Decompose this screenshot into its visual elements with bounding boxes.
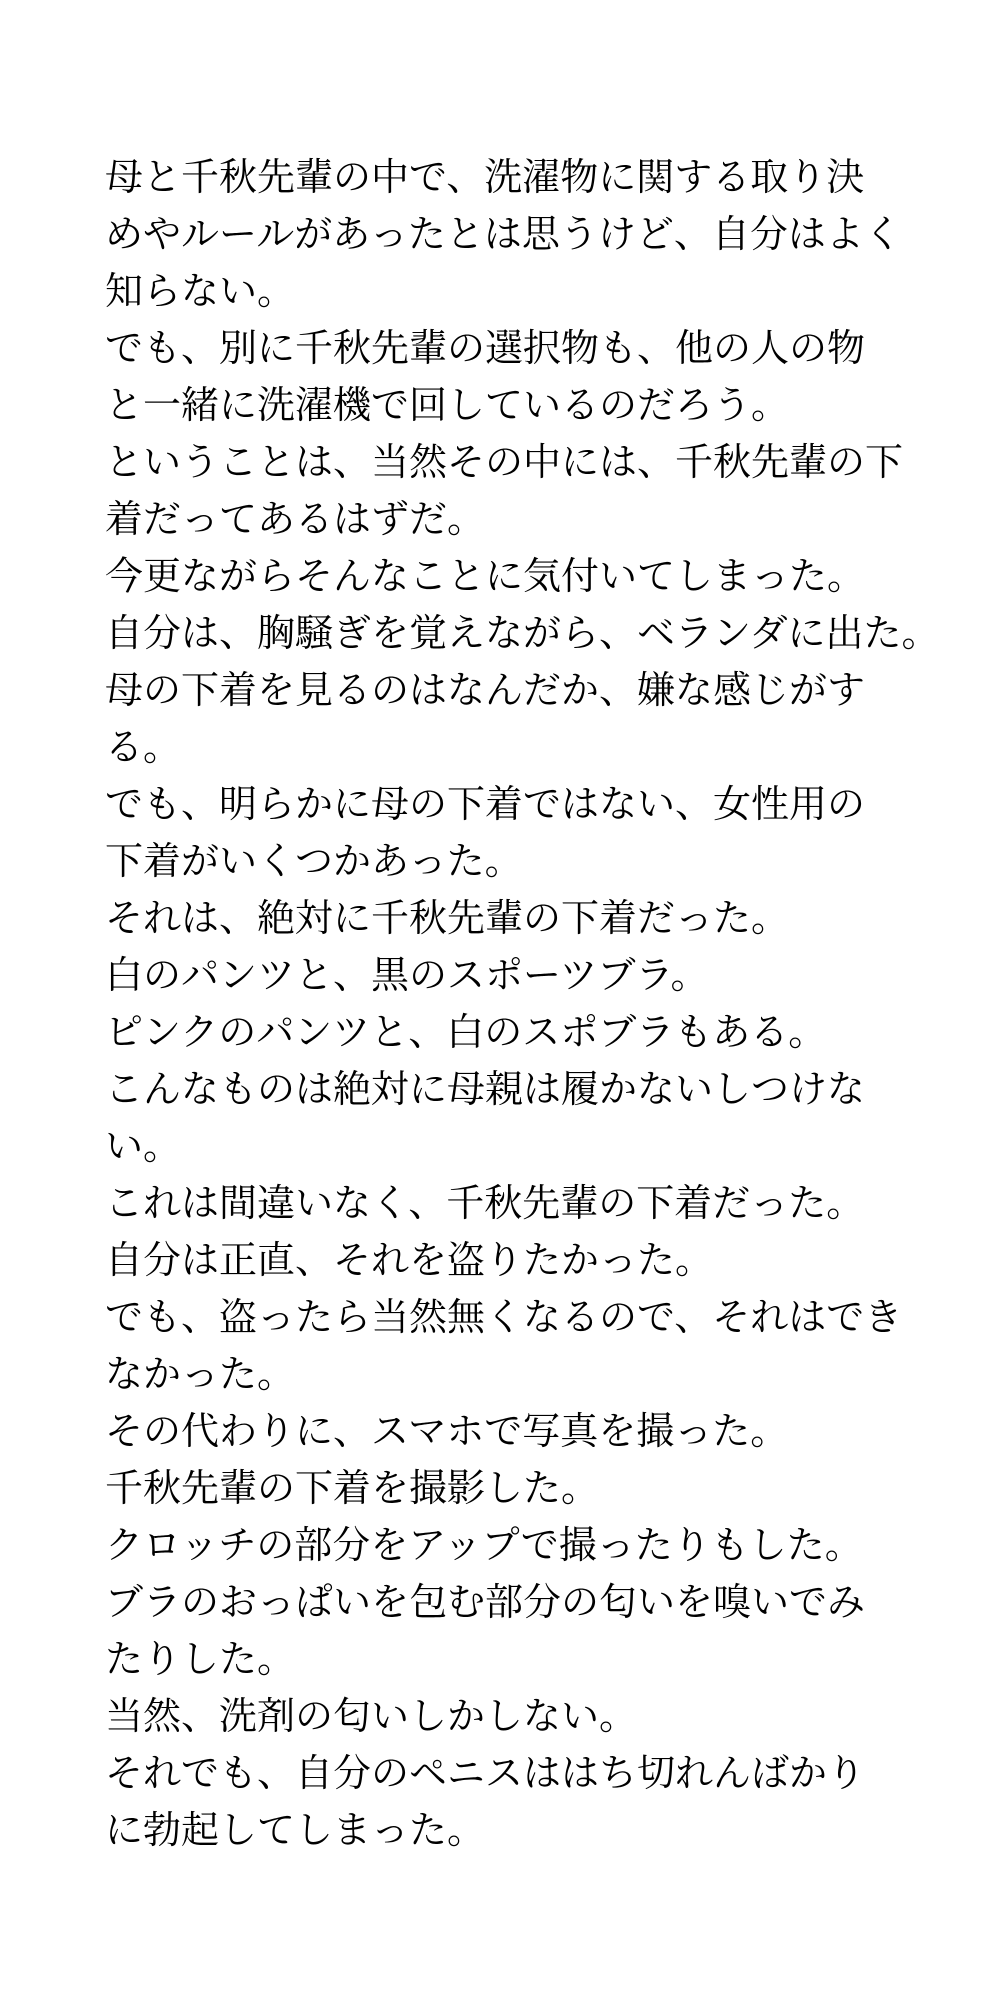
text-line: 自分は正直、それを盗りたかった。 [105,1240,714,1282]
text-line: 自分は、胸騒ぎを覚えながら、ベランダに出た。 [105,613,940,655]
text-line: 母と千秋先輩の中で、洗濯物に関する取り決 [105,157,865,199]
text-line: こんなものは絶対に母親は履かないしつけな [105,1069,866,1111]
text-line: ブラのおっぱいを包む部分の匂いを嗅いでみ [105,1582,866,1624]
text-line: でも、別に千秋先輩の選択物も、他の人の物 [105,328,866,370]
text-line: ということは、当然その中には、千秋先輩の下 [105,442,904,484]
text-line: 当然、洗剤の匂いしかしない。 [105,1696,638,1738]
text-line: その代わりに、スマホで写真を撮った。 [105,1411,789,1453]
text-line: これは間違いなく、千秋先輩の下着だった。 [105,1183,865,1225]
text-line: 白のパンツと、黒のスポーツブラ。 [105,955,709,997]
body-text [105,150,940,1860]
text-line: 母の下着を見るのはなんだか、嫌な感じがす [105,670,866,712]
text-line: に勃起してしまった。 [105,1810,486,1852]
text-line: る。 [105,727,182,769]
text-line: 知らない。 [105,271,296,313]
text-line: それは、絶対に千秋先輩の下着だった。 [105,898,790,940]
text-line: クロッチの部分をアップで撮ったりもした。 [105,1525,863,1567]
text-line: 千秋先輩の下着を撮影した。 [105,1468,600,1510]
text-line: でも、盗ったら当然無くなるので、それはでき [105,1297,903,1339]
text-line: ピンクのパンツと、白のスポブラもある。 [105,1012,827,1054]
text-line: と一緒に洗濯機で回しているのだろう。 [105,385,790,427]
text-line: 着だってあるはずだ。 [105,499,486,541]
text-line: でも、明らかに母の下着ではない、女性用の [105,784,866,826]
text-line: い。 [105,1126,182,1168]
text-line: たりした。 [105,1639,296,1681]
text-line: めやルールがあったとは思うけど、自分はよく [105,214,902,256]
text-line: 下着がいくつかあった。 [105,841,523,883]
text-line: 今更ながらそんなことに気付いてしまった。 [105,556,866,598]
text-line: それでも、自分のペニスははち切れんばかり [105,1753,866,1795]
text-line: なかった。 [105,1354,296,1396]
